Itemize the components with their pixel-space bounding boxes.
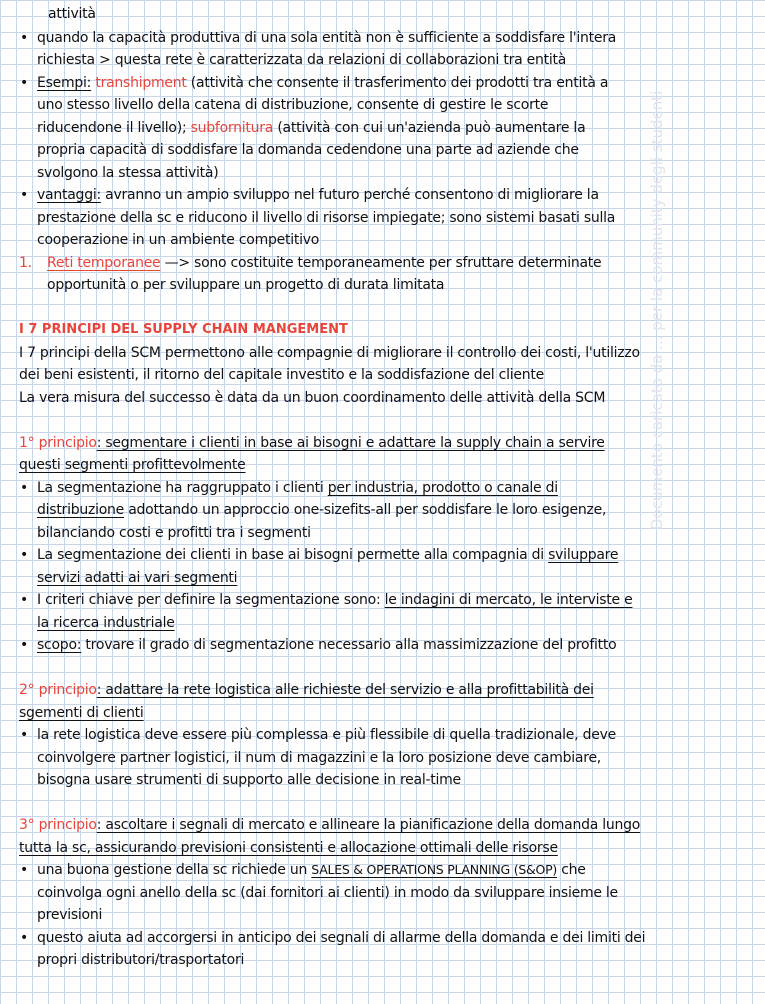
text-line: I 7 principi della SCM permettono alle compagnie di migliorare il controllo dei costi, l'utilizzo	[19, 345, 640, 361]
text-line: attività	[48, 6, 96, 22]
term-scopo: scopo:	[37, 637, 82, 653]
text-line: tutta la sc, assicurando previsioni consistenti e allocazione ottimali delle risorse	[19, 840, 558, 856]
principle-label: 3° principio	[19, 817, 97, 833]
term-subfornitura: subfornitura	[190, 120, 274, 136]
text-line: uno stesso livello della catena di distribuzione, consente di gestire le scorte	[37, 97, 549, 113]
bullet-icon: •	[20, 75, 29, 91]
bullet-icon: •	[20, 862, 29, 878]
watermark: Documento caricato da ... per la community degli studenti	[648, 90, 666, 530]
text-line: cooperazione in un ambiente competitivo	[37, 232, 320, 248]
text-line: riducendone il livello); subfornitura (attività con cui un'azienda può aumentare la	[37, 120, 586, 136]
term-vantaggi: vantaggi:	[37, 187, 101, 203]
text-line: prestazione della sc e riducono il livello di risorse impiegate; sono sistemi basati sulla	[37, 210, 616, 226]
text-line: propri distributori/trasportatori	[37, 952, 245, 968]
text-line: servizi adatti ai vari segmenti	[37, 570, 238, 586]
term-sop: SALES & OPERATIONS PLANNING (S&OP)	[311, 862, 558, 877]
principle-2-title: 2° principio: adattare la rete logistica alle richieste del servizio e alla profittabilità dei	[19, 682, 594, 698]
text-line: distribuzione adottando un approccio one-sizefits-all per soddisfare le loro esigenze,	[37, 502, 607, 518]
bullet-icon: •	[20, 187, 29, 203]
bullet-icon: •	[20, 592, 29, 608]
text-line: previsioni	[37, 907, 103, 923]
term-transhipment: transhipment	[95, 75, 187, 91]
principle-label: 2° principio	[19, 682, 97, 698]
term-esempi: Esempi:	[37, 75, 92, 91]
text-line: questi segmenti profittevolmente	[19, 457, 246, 473]
text-line: sgementi di clienti	[19, 705, 144, 721]
bullet-icon: •	[20, 727, 29, 743]
text-line: bilanciando costi e profitti tra i segmenti	[37, 525, 311, 541]
text-line: richiesta > questa rete è caratterizzata da relazioni di collaborazioni tra entità	[37, 52, 567, 68]
text-line: svolgono la stessa attività)	[37, 165, 219, 181]
notes-page: Documento caricato da ... per la community degli studenti attività • quando la capacità produttiva di una sola entità non è sufficiente a soddisfare l'intera richiesta > questa rete è caratterizzata da relazioni di collaborazioni tra entità • Esempi: transhipment (attività che consente il trasferimento dei prodotti tra entità a uno stesso livello della catena di distribuzione, consente di gestire le scorte riducendone il livello); subfornitura (attività con cui un'azienda può aumentare la propria capacità di soddisfare la domanda cedendone una parte ad aziende che svolgono la stessa attività) • vantaggi: avranno un ampio sviluppo nel futuro perché consentono di migliorare la prestazione della sc e riducono il livello di risorse impiegate; sono sistemi basati sulla cooperazione in un ambiente competitivo 1. Reti temporanee —> sono costituite temporaneamente per sfruttare determinate opportunità o per sviluppare un progetto di durata limitata I 7 PRINCIPI DEL SUPPLY CHAIN MANGEMENT I 7 principi della SCM permettono alle compagnie di migliorare il controllo dei costi, l'utilizzo dei beni esistenti, il ritorno del capitale investito e la soddisfazione del cliente La vera misura del successo è data da un buon coordinamento delle attività della SCM 1° principio: segmentare i clienti in base ai bisogni e adattare la supply chain a servire questi segmenti profittevolmente • La segmentazione ha raggruppato i clienti per industria, prodotto o canale di distribuzione adottando un approccio one-sizefits-all per soddisfare le loro esigenze, bilanciando costi e profitti tra i segmenti • La segmentazione dei clienti in base ai bisogni permette alla compagnia di sviluppare servizi adatti ai vari segmenti • I criteri chiave per definire la segmentazione sono: le indagini di mercato, le interviste e la ricerca industriale • scopo: trovare il grado di segmentazione necessario alla massimizzazione del profitto 2° principio: adattare la rete logistica alle richieste del servizio e alla profittabilità dei sgementi di clienti • la rete logistica deve essere più complessa e più flessibile di quella tradizionale, deve coinvolgere partner logistici, il num di magazzini e la loro posizione deve cambiare, bisogna usare strumenti di supporto alle decisione in real-time 3° principio: ascoltare i segnali di mercato e allineare la pianificazione della domanda lungo tutta la sc, assicurando previsioni consistenti e allocazione ottimali delle risorse • una buona gestione della sc richiede un SALES & OPERATIONS PLANNING (S&OP) che coinvolga ogni anello della sc (dai fornitori ai clienti) in modo da sviluppare insieme le previsioni • questo aiuta ad accorgersi in anticipo dei segnali di allarme della domanda e dei limiti dei propri distributori/trasportatori	[0, 0, 765, 1004]
bullet-icon: •	[20, 30, 29, 46]
text-line: coinvolga ogni anello della sc (dai fornitori ai clienti) in modo da sviluppare insieme le	[37, 885, 618, 901]
principle-label: 1° principio	[19, 435, 97, 451]
principle-3-title: 3° principio: ascoltare i segnali di mercato e allineare la pianificazione della domanda lungo	[19, 817, 641, 833]
text-line: La vera misura del successo è data da un buon coordinamento delle attività della SCM	[19, 390, 606, 406]
text-line: dei beni esistenti, il ritorno del capitale investito e la soddisfazione del cliente	[19, 367, 544, 383]
text-line: opportunità o per sviluppare un progetto di durata limitata	[47, 277, 445, 293]
bullet-icon: •	[20, 930, 29, 946]
section-heading: I 7 PRINCIPI DEL SUPPLY CHAIN MANGEMENT	[19, 322, 348, 337]
bullet-icon: •	[20, 547, 29, 563]
text-line: la ricerca industriale	[37, 615, 175, 631]
bullet-icon: •	[20, 480, 29, 496]
item-number: 1.	[19, 255, 32, 271]
text-line: coinvolgere partner logistici, il num di magazzini e la loro posizione deve cambiare,	[37, 750, 602, 766]
text-line: propria capacità di soddisfare la domanda cedendone una parte ad aziende che	[37, 142, 579, 158]
term-reti-temporanee: Reti temporanee	[47, 255, 161, 271]
principle-1-title: 1° principio: segmentare i clienti in base ai bisogni e adattare la supply chain a servire	[19, 435, 605, 451]
text-line: bisogna usare strumenti di supporto alle decisione in real-time	[37, 772, 461, 788]
bullet-icon: •	[20, 637, 29, 653]
